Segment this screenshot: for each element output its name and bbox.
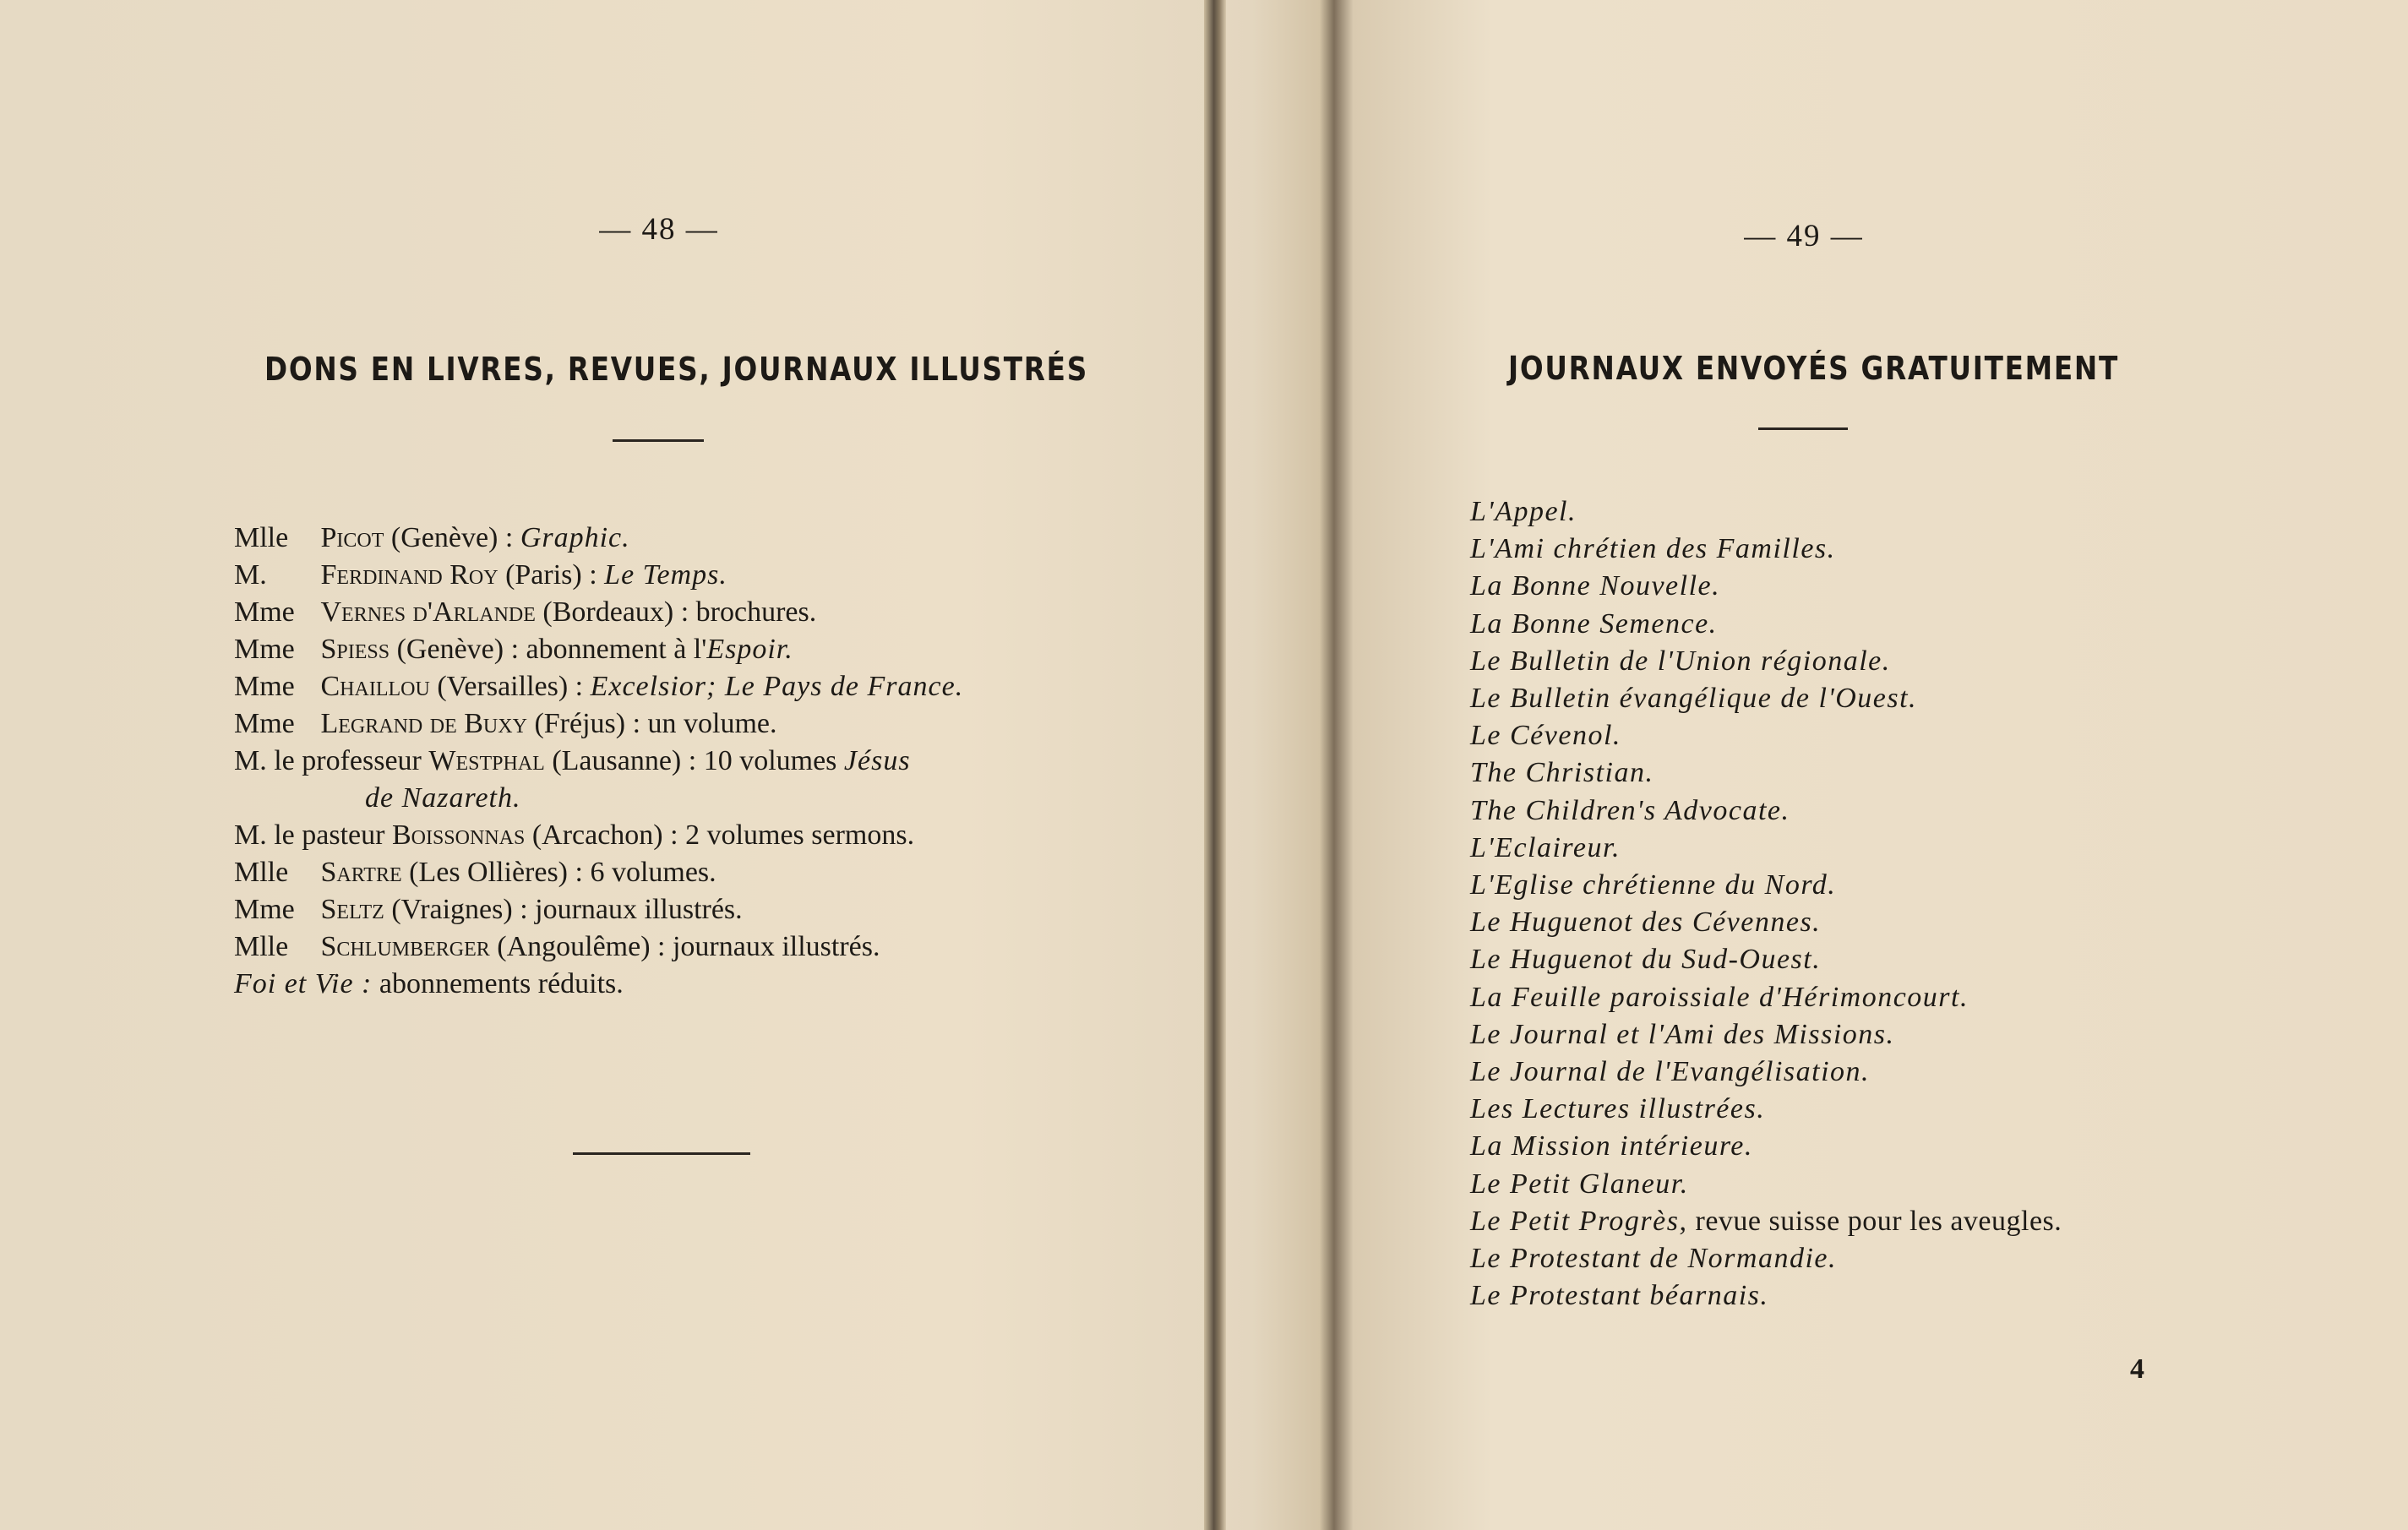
list-item: Mlle Sartre (Les Ollières) : 6 volumes. [234,857,716,888]
heading-rule [613,439,704,442]
list-item-continuation: de Nazareth. [365,782,521,814]
list-item: M. le professeur Westphal (Lausanne) : 10 volumes Jésus [234,745,911,776]
list-item: Le Cévenol. [1470,720,1621,752]
list-item: The Children's Advocate. [1470,794,1790,826]
list-item: Le Huguenot des Cévennes. [1470,907,1822,939]
signature-mark: 4 [2130,1353,2144,1385]
list-item: Le Bulletin évangélique de l'Ouest. [1470,683,1918,715]
list-item: L'Appel. [1470,496,1577,527]
list-item: Mme Spiess (Genève) : abonnement à l'Espoir. [234,634,793,665]
list-item: Le Journal de l'Evangélisation. [1470,1056,1871,1088]
list-item: Le Petit Progrès, revue suisse pour les aveugles. [1470,1205,2062,1237]
list-item: Mlle Picot (Genève) : Graphic. [234,522,630,553]
list-item: La Mission intérieure. [1470,1130,1753,1162]
page-heading: DONS EN LIVRES, REVUES, JOURNAUX ILLUSTRÉS [264,351,1088,388]
list-item: Le Huguenot du Sud-Ouest. [1470,944,1822,976]
list-item: Le Bulletin de l'Union régionale. [1470,645,1891,677]
list-item: Mlle Schlumberger (Angoulême) : journaux illustrés. [234,931,880,962]
list-item: L'Eclaireur. [1470,831,1621,863]
list-item: M. Ferdinand Roy (Paris) : Le Temps. [234,559,727,591]
right-page [1221,0,2408,1530]
newspaper-list [1470,493,2062,1315]
list-item: M. le pasteur Boissonnas (Arcachon) : 2 volumes sermons. [234,819,915,851]
page-number: — 48 — [599,212,719,247]
list-item: Mme Vernes d'Arlande (Bordeaux) : brochures. [234,596,817,628]
list-item: Mme Seltz (Vraignes) : journaux illustrés. [234,894,743,925]
closing-rule [573,1152,750,1155]
list-item: Le Petit Glaneur. [1470,1168,1689,1200]
list-item: La Bonne Semence. [1470,607,1718,640]
list-item: L'Ami chrétien des Familles. [1470,533,1836,565]
list-item: Les Lectures illustrées. [1470,1093,1766,1125]
list-item: The Christian. [1470,757,1654,789]
list-item: Le Journal et l'Ami des Missions. [1470,1018,1895,1050]
list-item: La Feuille paroissiale d'Hérimoncourt. [1470,981,1969,1013]
list-item: La Bonne Nouvelle. [1470,570,1721,602]
page-heading: JOURNAUX ENVOYÉS GRATUITEMENT [1508,350,2120,387]
list-item: L'Eglise chrétienne du Nord. [1470,869,1837,901]
list-item: Mme Legrand de Buxy (Fréjus) : un volume. [234,708,777,739]
heading-rule [1758,427,1848,430]
list-item: Mme Chaillou (Versailles) : Excelsior; Le Pays de France. [234,671,964,702]
list-item: Le Protestant béarnais. [1470,1280,1769,1312]
list-item: Foi et Vie : abonnements réduits. [234,968,624,999]
page-number: — 49 — [1744,219,1864,253]
donations-list [234,520,963,1003]
list-item: Le Protestant de Normandie. [1470,1243,1837,1275]
